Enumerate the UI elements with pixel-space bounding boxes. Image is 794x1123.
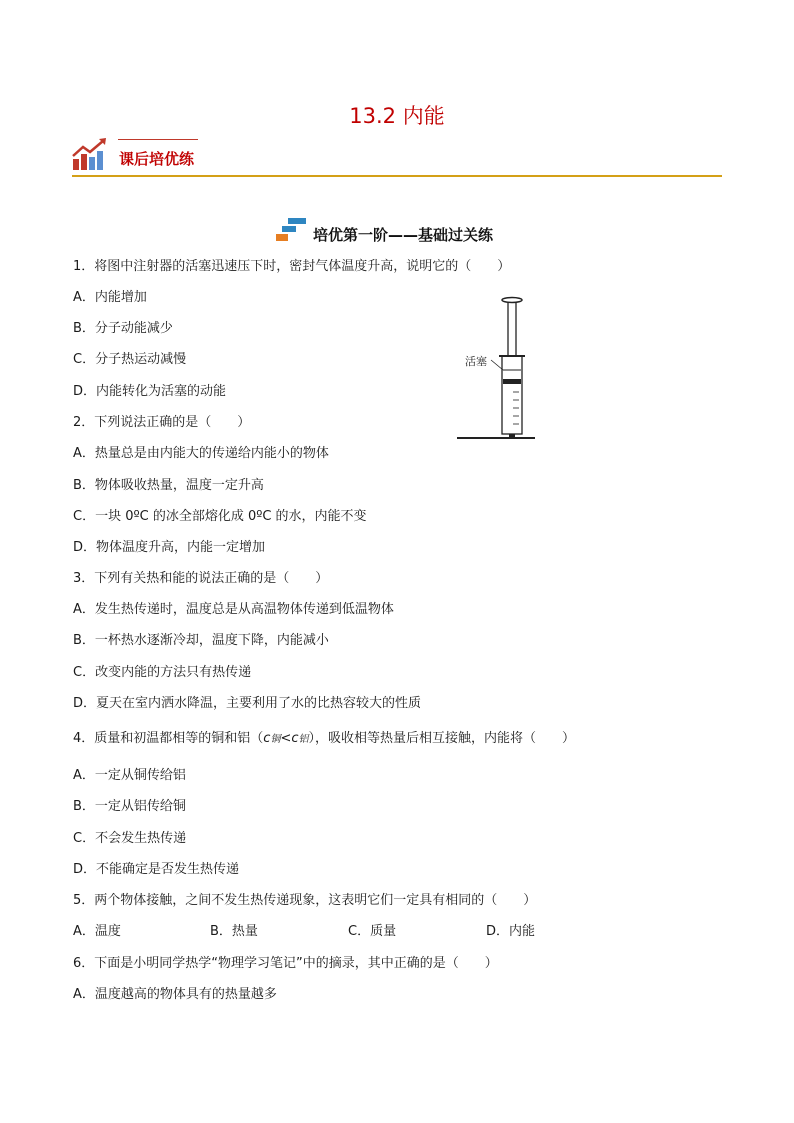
question-5-option-a: A．温度 <box>73 924 121 939</box>
question-5-option-d: D．内能 <box>486 924 536 939</box>
section-label: 课后培优练 <box>119 150 195 168</box>
question-2-option-c: C．一块 0ºC 的冰全部熔化成 0ºC 的水，内能不变 <box>73 509 367 524</box>
question-1-option-a: A．内能增加 <box>73 290 147 305</box>
aluminum-subscript: 铝 <box>298 734 309 745</box>
question-2-option-d: D．物体温度升高，内能一定增加 <box>73 540 266 555</box>
syringe-diagram <box>455 294 537 444</box>
header-top-line <box>118 139 198 140</box>
section-title: 培优第一阶——基础过关练 <box>313 226 494 244</box>
copper-subscript: 铜 <box>270 734 281 745</box>
question-4-stem-post: ），吸收相等热量后相互接触，内能将（ ） <box>308 731 576 746</box>
question-1-option-d: D．内能转化为活塞的动能 <box>73 384 227 399</box>
question-3-option-d: D．夏天在室内洒水降温，主要利用了水的比热容较大的性质 <box>73 696 422 711</box>
question-4-option-c: C．不会发生热传递 <box>73 831 187 846</box>
page-title: 13.2 内能 <box>349 104 445 128</box>
question-3-option-a: A．发生热传递时，温度总是从高温物体传递到低温物体 <box>73 602 394 617</box>
bar-chart-trend-icon <box>72 137 108 171</box>
question-2-stem: 2．下列说法正确的是（ ） <box>73 415 251 430</box>
question-4-option-b: B．一定从铝传给铜 <box>73 799 186 814</box>
question-2-option-b: B．物体吸收热量，温度一定升高 <box>73 478 264 493</box>
header-divider <box>72 175 722 177</box>
specific-heat-aluminum: c <box>291 731 299 746</box>
piston-label: 活塞 <box>465 355 487 368</box>
question-4-option-a: A．一定从铜传给铝 <box>73 768 186 783</box>
question-1-stem: 1．将图中注射器的活塞迅速压下时，密封气体温度升高，说明它的（ ） <box>73 259 511 274</box>
question-5-stem: 5．两个物体接触，之间不发生热传递现象，这表明它们一定具有相同的（ ） <box>73 893 537 908</box>
question-4-stem <box>73 729 575 750</box>
question-3-stem: 3．下列有关热和能的说法正确的是（ ） <box>73 571 329 586</box>
question-5-option-c: C．质量 <box>348 924 397 939</box>
question-3-option-c: C．改变内能的方法只有热传递 <box>73 665 252 680</box>
question-4-option-d: D．不能确定是否发生热传递 <box>73 862 240 877</box>
question-1-option-b: B．分子动能减少 <box>73 321 173 336</box>
question-5-option-b: B．热量 <box>210 924 258 939</box>
question-3-option-b: B．一杯热水逐渐冷却，温度下降，内能减小 <box>73 633 329 648</box>
question-4-stem-pre: 4．质量和初温都相等的铜和铝（ <box>73 731 264 746</box>
question-1-option-c: C．分子热运动减慢 <box>73 352 187 367</box>
question-6-stem: 6．下面是小明同学热学“物理学习笔记”中的摘录，其中正确的是（ ） <box>73 956 498 971</box>
question-6-option-a: A．温度越高的物体具有的热量越多 <box>73 987 277 1002</box>
steps-icon <box>276 216 308 242</box>
less-than-sign: < <box>280 731 292 746</box>
specific-heat-copper: c <box>263 731 271 746</box>
question-2-option-a: A．热量总是由内能大的传递给内能小的物体 <box>73 446 329 461</box>
